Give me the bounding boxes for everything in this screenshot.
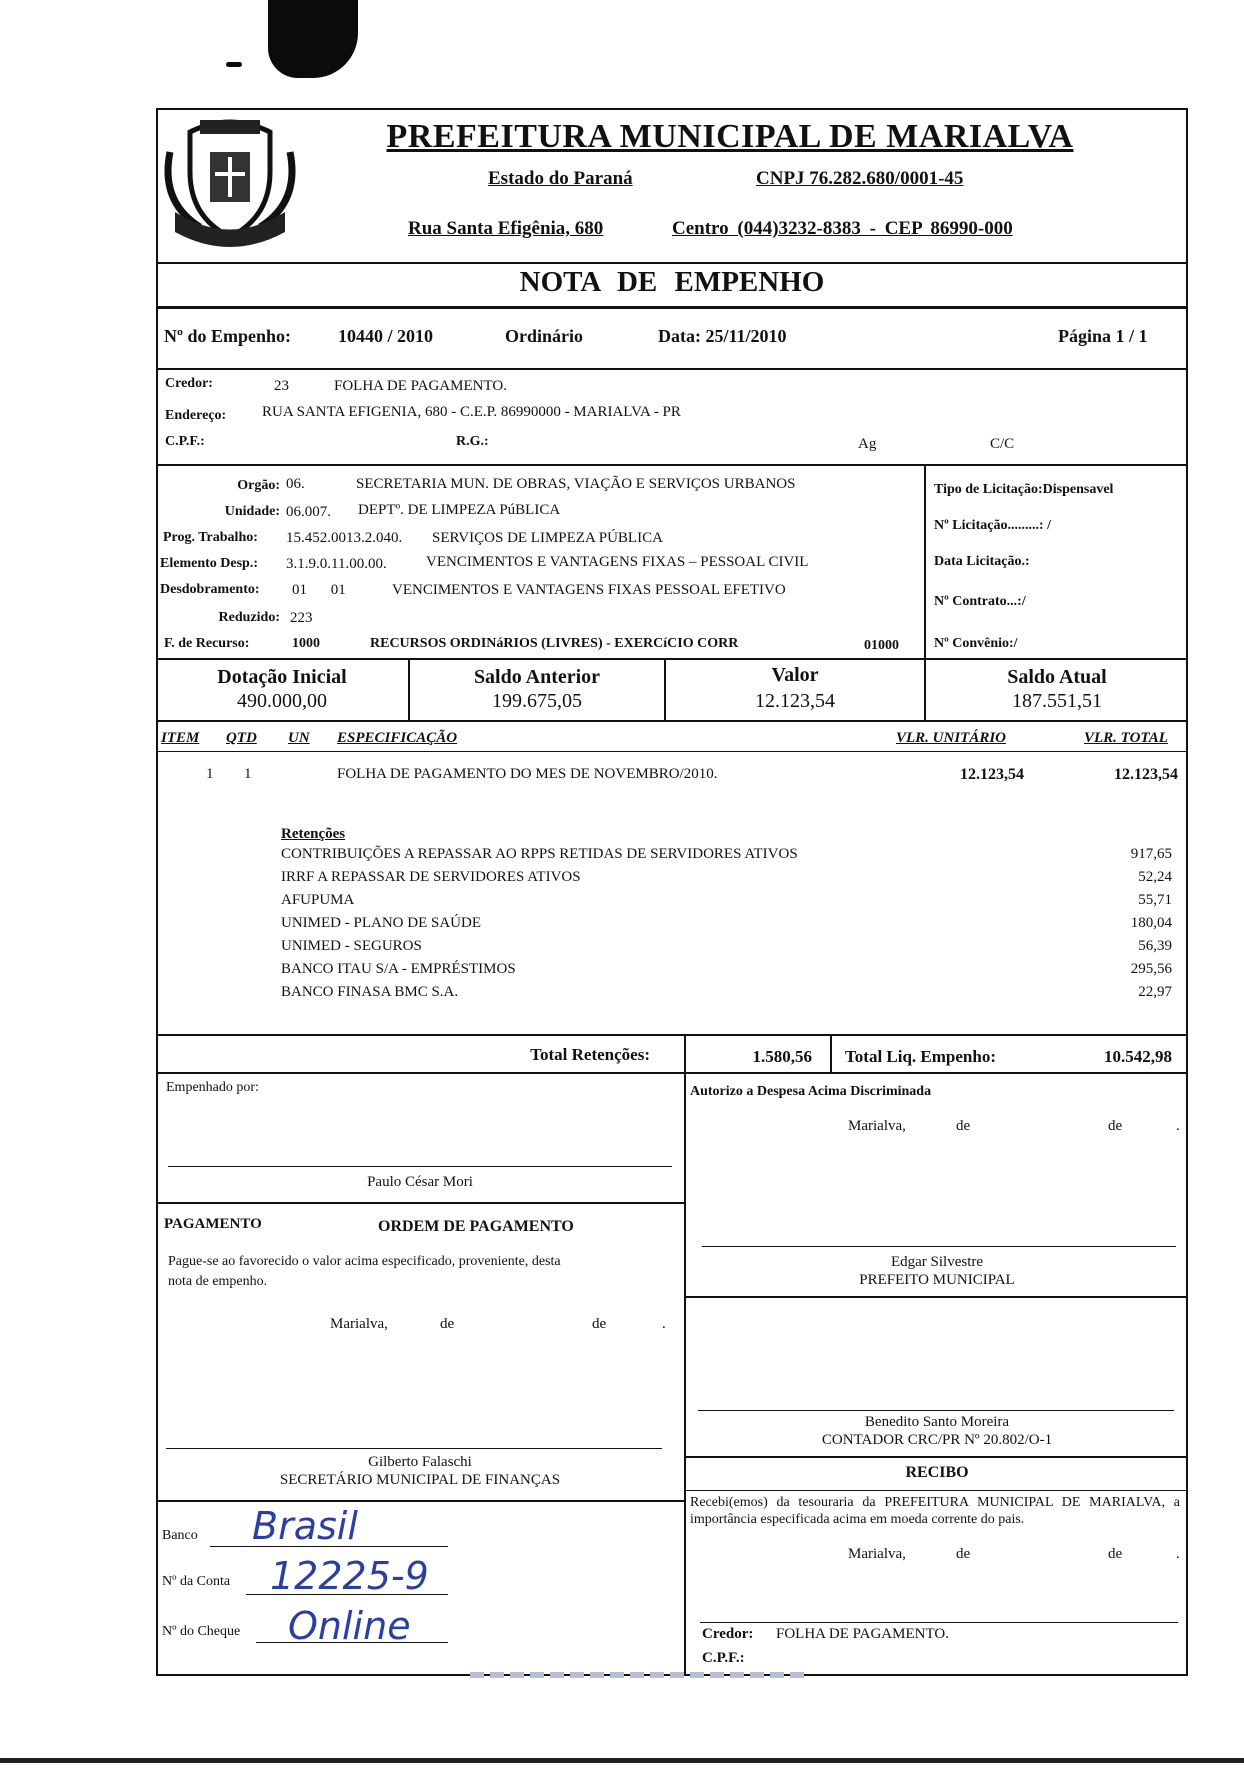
elemento-label: Elemento Desp.:: [160, 556, 258, 571]
pagamento-city: Marialva,: [330, 1316, 388, 1332]
total-liq-value: 10.542,98: [1104, 1047, 1172, 1066]
empenho-type: Ordinário: [505, 326, 584, 346]
conta-label: Nº da Conta: [162, 1574, 231, 1589]
elemento-code: 3.1.9.0.11.00.00.: [286, 556, 387, 572]
col-vlr-total: VLR. TOTAL: [1084, 730, 1168, 746]
valor-value: 12.123,54: [755, 690, 835, 712]
col-vlr-unitario: VLR. UNITÁRIO: [896, 730, 1007, 746]
saldo-anterior-value: 199.675,05: [492, 690, 582, 712]
retencao-value: 180,04: [1130, 915, 1172, 931]
orgao-value: SECRETARIA MUN. DE OBRAS, VIAÇÃO E SERVIÇOS URBANOS: [356, 476, 796, 492]
desdobramento-code: 01 01: [292, 582, 346, 598]
orgao-label: Orgão:: [237, 478, 280, 493]
desdobramento-label: Desdobramento:: [160, 582, 260, 597]
prefeito-title: PREFEITO MUNICIPAL: [859, 1272, 1015, 1288]
total-retencoes-value: 1.580,56: [752, 1047, 812, 1066]
recibo-de-1: de: [956, 1546, 971, 1562]
endereco-value: RUA SANTA EFIGENIA, 680 - C.E.P. 86990000 - MARIALVA - PR: [262, 404, 681, 420]
coat-of-arms-icon: [160, 112, 300, 252]
saldo-atual-label: Saldo Atual: [1007, 666, 1107, 688]
convenio: Nº Convênio:/: [934, 636, 1018, 651]
desdobramento-value: VENCIMENTOS E VANTAGENS FIXAS PESSOAL EFETIVO: [392, 582, 786, 598]
empenho-number-label: Nº do Empenho:: [164, 326, 291, 346]
municipality-title: PREFEITURA MUNICIPAL DE MARIALVA: [386, 118, 1074, 155]
faint-stamp-mark: [470, 1666, 810, 1684]
secretario-title: SECRETÁRIO MUNICIPAL DE FINANÇAS: [279, 1472, 561, 1488]
autorizo-de-2: de: [1108, 1118, 1123, 1134]
empenhado-label: Empenhado por:: [166, 1080, 259, 1095]
col-qtd: QTD: [226, 730, 257, 746]
retencao-value: 295,56: [1130, 961, 1172, 977]
unidade-code: 06.007.: [286, 504, 331, 520]
cc-label: C/C: [990, 436, 1015, 452]
rg-label: R.G.:: [456, 434, 489, 449]
recibo-cpf-label: C.P.F.:: [702, 1650, 745, 1666]
cheque-handwritten: Online: [288, 1604, 411, 1648]
col-un: UN: [288, 730, 310, 746]
retencao-desc: UNIMED - SEGUROS: [281, 938, 422, 954]
page-number: Página 1 / 1: [1058, 326, 1148, 346]
dotacao-inicial-value: 490.000,00: [237, 690, 327, 712]
contrato: Nº Contrato...:/: [934, 594, 1026, 609]
recibo-credor-label: Credor:: [702, 1626, 754, 1642]
valor-label: Valor: [771, 664, 819, 686]
credor-name: FOLHA DE PAGAMENTO.: [334, 378, 507, 394]
cpf-label: C.P.F.:: [165, 434, 205, 449]
elemento-value: VENCIMENTOS E VANTAGENS FIXAS – PESSOAL CIVIL: [426, 554, 809, 570]
retencao-desc: BANCO FINASA BMC S.A.: [281, 984, 459, 1000]
pagamento-label: PAGAMENTO: [164, 1216, 262, 1232]
pague-text-2: nota de empenho.: [168, 1274, 268, 1289]
unidade-label: Unidade:: [224, 504, 280, 519]
autorizo-label: Autorizo a Despesa Acima Discriminada: [690, 1084, 932, 1099]
col-especificacao: ESPECIFICAÇÃO: [337, 730, 458, 746]
total-liq-label: Total Liq. Empenho:: [845, 1047, 996, 1066]
endereco-label: Endereço:: [165, 408, 227, 423]
recurso-code: 1000: [292, 636, 320, 651]
retencao-value: 56,39: [1138, 938, 1172, 954]
cnpj-label: CNPJ 76.282.680/0001-45: [756, 168, 964, 189]
recibo-dot: .: [1176, 1546, 1180, 1562]
retencao-value: 55,71: [1138, 892, 1172, 908]
credor-label: Credor:: [165, 376, 213, 391]
address-rest-label: Centro (044)3232-8383 - CEP 86990-000: [672, 218, 1013, 239]
prefeito-name: Edgar Silvestre: [890, 1254, 984, 1270]
pagamento-de-2: de: [592, 1316, 607, 1332]
retencao-desc: UNIMED - PLANO DE SAÚDE: [281, 915, 481, 931]
item-especificacao: FOLHA DE PAGAMENTO DO MES DE NOVEMBRO/2010.: [337, 766, 718, 782]
credor-code: 23: [274, 378, 289, 394]
cheque-label: Nº do Cheque: [162, 1624, 241, 1639]
retencao-desc: AFUPUMA: [281, 892, 355, 908]
total-retencoes-label: Total Retenções:: [530, 1045, 650, 1064]
empenho-date: Data: 25/11/2010: [658, 326, 787, 346]
recibo-de-2: de: [1108, 1546, 1123, 1562]
retencao-desc: BANCO ITAU S/A - EMPRÉSTIMOS: [281, 961, 516, 977]
data-licitacao: Data Licitação.:: [934, 554, 1030, 569]
ordem-pagamento-label: ORDEM DE PAGAMENTO: [378, 1218, 574, 1235]
numero-licitacao: Nº Licitação.........: /: [934, 518, 1051, 533]
autorizo-de-1: de: [956, 1118, 971, 1134]
item-number: 1: [206, 766, 214, 782]
retencao-desc: IRRF A REPASSAR DE SERVIDORES ATIVOS: [281, 869, 581, 885]
ink-mark: [226, 62, 242, 67]
prog-label: Prog. Trabalho:: [163, 530, 258, 545]
scan-bar: [0, 1758, 1244, 1763]
document-title: NOTA DE EMPENHO: [519, 266, 825, 298]
reduzido-label: Reduzido:: [218, 610, 280, 625]
contador-title: CONTADOR CRC/PR Nº 20.802/O-1: [821, 1432, 1053, 1448]
reduzido-code: 223: [290, 610, 313, 626]
state-label: Estado do Paraná: [488, 168, 633, 189]
item-vlr-total: 12.123,54: [1114, 766, 1178, 783]
retencoes-title: Retenções: [281, 826, 346, 842]
col-item: ITEM: [161, 730, 200, 746]
secretario-name: Gilberto Falaschi: [368, 1454, 472, 1470]
pagamento-de-1: de: [440, 1316, 455, 1332]
autorizo-city: Marialva,: [848, 1118, 906, 1134]
dotacao-inicial-label: Dotação Inicial: [217, 666, 347, 688]
conta-handwritten: 12225-9: [270, 1554, 429, 1598]
orgao-code: 06.: [286, 476, 305, 492]
retencao-value: 52,24: [1138, 869, 1172, 885]
pagamento-dot: .: [662, 1316, 666, 1332]
retencao-value: 22,97: [1138, 984, 1172, 1000]
address-label: Rua Santa Efigênia, 680: [408, 218, 604, 239]
retencao-value: 917,65: [1130, 846, 1172, 862]
item-vlr-unitario: 12.123,54: [960, 766, 1024, 783]
item-qtd: 1: [244, 766, 252, 782]
banco-handwritten: Brasil: [252, 1504, 358, 1548]
recibo-credor-value: FOLHA DE PAGAMENTO.: [776, 1626, 949, 1642]
recibo-city: Marialva,: [848, 1546, 906, 1562]
empenho-number: 10440 / 2010: [338, 326, 434, 346]
unidade-value: DEPTº. DE LIMPEZA PúBLICA: [358, 502, 561, 518]
saldo-atual-value: 187.551,51: [1012, 690, 1102, 712]
recibo-text: Recebi(emos) da tesouraria da PREFEITURA MUNICIPAL DE MARIALVA, a importância especificada acima em moeda corrente do pais.: [690, 1495, 1180, 1527]
ag-label: Ag: [858, 436, 877, 452]
empenhado-name: Paulo César Mori: [367, 1174, 473, 1190]
tipo-licitacao: Tipo de Licitação:Dispensavel: [934, 482, 1114, 497]
recibo-title: RECIBO: [905, 1464, 969, 1481]
retencao-desc: CONTRIBUIÇÕES A REPASSAR AO RPPS RETIDAS DE SERVIDORES ATIVOS: [281, 846, 798, 862]
autorizo-dot: .: [1176, 1118, 1180, 1134]
recurso-code2: 01000: [864, 638, 899, 653]
ink-blot: [268, 0, 358, 78]
pague-text-1: Pague-se ao favorecido o valor acima especificado, proveniente, desta: [168, 1254, 561, 1269]
saldo-anterior-label: Saldo Anterior: [473, 666, 601, 688]
prog-value: SERVIÇOS DE LIMPEZA PÚBLICA: [432, 530, 663, 546]
prog-code: 15.452.0013.2.040.: [286, 530, 403, 546]
recurso-value: RECURSOS ORDINáRIOS (LIVRES) - EXERCíCIO CORR: [370, 636, 739, 651]
banco-label: Banco: [162, 1528, 198, 1543]
recurso-label: F. de Recurso:: [164, 636, 250, 651]
contador-name: Benedito Santo Moreira: [864, 1414, 1010, 1430]
